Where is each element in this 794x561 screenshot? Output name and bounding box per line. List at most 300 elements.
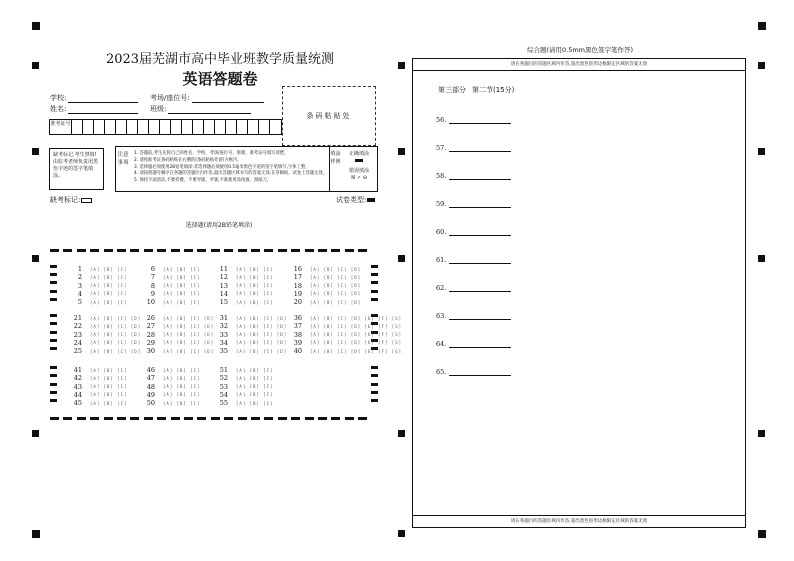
paper-type-mark[interactable] [367, 198, 375, 202]
answer-bubbles[interactable]: [A] [B] [C] [236, 266, 274, 272]
timing-mark [90, 417, 99, 420]
question-row[interactable] [290, 265, 361, 273]
position-mark [32, 255, 39, 262]
question-number: 25 [73, 347, 82, 356]
question-number: 36 [293, 314, 302, 322]
timing-mark [63, 417, 72, 420]
timing-mark [50, 298, 57, 301]
timing-mark [50, 281, 57, 284]
exam-id-grid[interactable] [49, 119, 282, 135]
question-number: 32 [219, 322, 228, 331]
absent-note: 缺考标记,考生禁填!由监考老师负责用黑色字迹的签字笔填涂。 [49, 148, 104, 190]
class-label: 班级: [150, 105, 167, 113]
timing-mark [50, 417, 59, 420]
question-row[interactable] [70, 322, 141, 330]
answer-line[interactable] [449, 146, 511, 152]
answer-bubbles[interactable]: [A] [B] [C] [163, 384, 201, 390]
timing-mark [77, 417, 86, 420]
timing-mark [90, 249, 99, 252]
answer-bubbles[interactable]: [A] [B] [C] [90, 274, 128, 280]
question-row[interactable] [290, 282, 361, 290]
exam-id-cell[interactable] [193, 120, 204, 134]
absent-mark [50, 195, 92, 205]
answer-line[interactable] [449, 314, 511, 320]
absent-checkbox[interactable] [81, 198, 92, 203]
answer-bubbles[interactable]: [A] [B] [C] [D] [236, 315, 288, 321]
exam-id-cell[interactable] [171, 120, 182, 134]
part-label: 第三部分 [438, 86, 466, 94]
answer-bubbles[interactable]: [A] [B] [C] [D] [163, 323, 215, 329]
answer-item[interactable] [436, 284, 511, 292]
timing-mark [278, 249, 287, 252]
answer-item[interactable] [436, 144, 511, 152]
timing-mark [50, 339, 57, 342]
question-number: 2 [77, 273, 82, 282]
answer-bubbles[interactable]: [A] [B] [C] [163, 266, 201, 272]
answer-number: 62. [436, 284, 447, 292]
question-number: 4 [77, 289, 82, 298]
answer-bubbles[interactable]: [A] [B] [C] [90, 291, 128, 297]
question-row[interactable] [143, 391, 201, 399]
exam-id-cell[interactable] [105, 120, 116, 134]
timing-mark [345, 417, 354, 420]
position-mark [758, 22, 766, 30]
filled-mark [355, 159, 363, 162]
question-row[interactable] [290, 331, 402, 339]
question-number: 54 [219, 390, 228, 399]
answer-bubbles[interactable]: [A] [B] [C] [D] [90, 340, 142, 346]
exam-id-cell[interactable] [138, 120, 149, 134]
timing-mark [50, 366, 57, 369]
exam-id-cell[interactable] [83, 120, 94, 134]
timing-mark [50, 399, 57, 402]
timing-mark [371, 383, 378, 386]
exam-id-cell[interactable] [149, 120, 160, 134]
question-row[interactable] [143, 290, 201, 298]
timing-mark [104, 249, 113, 252]
answer-line[interactable] [449, 342, 511, 348]
timing-mark [130, 249, 139, 252]
answer-line[interactable] [449, 174, 511, 180]
answer-bubbles[interactable]: [A] [B] [C] [D] [236, 340, 288, 346]
answer-item[interactable] [436, 116, 511, 124]
answer-bubbles[interactable]: [A] [B] [C] [90, 283, 128, 289]
exam-id-cell[interactable] [72, 120, 83, 134]
position-mark [398, 530, 405, 537]
question-row[interactable] [290, 298, 361, 306]
class-field[interactable] [150, 104, 251, 114]
question-number: 19 [293, 289, 302, 298]
answer-item[interactable] [436, 312, 511, 320]
timing-mark [238, 249, 247, 252]
question-row[interactable] [290, 339, 402, 347]
answer-bubbles[interactable]: [A] [B] [C] [236, 375, 274, 381]
answer-bubbles[interactable]: [A] [B] [C] [D] [90, 332, 142, 338]
timing-mark [371, 374, 378, 377]
answer-bubbles[interactable]: [A] [B] [C] [D] [236, 348, 288, 354]
position-mark [32, 530, 40, 538]
timing-mark [251, 417, 260, 420]
question-number: 27 [146, 322, 155, 331]
answer-item[interactable] [436, 172, 511, 180]
question-row[interactable] [290, 314, 402, 322]
question-number: 20 [293, 298, 302, 307]
exam-id-cell[interactable] [182, 120, 193, 134]
answer-bubbles[interactable]: [A] [B] [C] [163, 367, 201, 373]
timing-mark [50, 391, 57, 394]
question-row[interactable] [216, 298, 274, 306]
timing-mark [251, 249, 260, 252]
question-number: 31 [219, 314, 228, 322]
question-row[interactable] [143, 331, 214, 339]
answer-bubbles[interactable]: [A] [B] [C] [236, 367, 274, 373]
answer-bubbles[interactable]: [A] [B] [C] [D] [E] [F] [G] [310, 332, 403, 338]
answer-bubbles[interactable]: [A] [B] [C] [163, 283, 201, 289]
question-row[interactable] [290, 290, 361, 298]
answer-bubbles[interactable]: [A] [B] [C] [D] [310, 266, 362, 272]
question-row[interactable] [70, 331, 141, 339]
answer-line[interactable] [449, 202, 511, 208]
question-row[interactable] [216, 331, 287, 339]
timing-mark [157, 249, 166, 252]
mc-section-title: 选择题(请用2B铅笔填涂) [185, 222, 253, 229]
question-row[interactable] [143, 282, 201, 290]
answer-bubbles[interactable]: [A] [B] [C] [236, 283, 274, 289]
class-line[interactable] [168, 106, 251, 114]
exam-id-cell[interactable] [204, 120, 215, 134]
question-row[interactable] [216, 265, 274, 273]
answer-bubbles[interactable]: [A] [B] [C] [163, 392, 201, 398]
exam-id-cell[interactable] [248, 120, 259, 134]
timing-mark [358, 249, 367, 252]
question-row[interactable] [290, 347, 402, 355]
name-line[interactable] [68, 106, 138, 114]
position-mark [32, 22, 40, 30]
answer-line[interactable] [449, 230, 511, 236]
exam-id-cell[interactable] [270, 120, 281, 134]
timing-mark [371, 290, 378, 293]
instruction-item: 5. 保持卡面清洁,不要折叠、不要弄破、弄皱,不准使用涂改液、刮纸刀。 [134, 178, 272, 184]
question-row[interactable] [143, 314, 214, 322]
room-seat-label: 考场/座位号: [150, 94, 190, 102]
answer-bubbles[interactable]: [A] [B] [C] [D] [E] [F] [G] [310, 348, 403, 354]
timing-mark [77, 249, 86, 252]
exam-title: 2023届芜湖市高中毕业班教学质量统测 [105, 52, 335, 67]
question-number: 40 [293, 347, 302, 356]
answer-bubbles[interactable]: [A] [B] [C] [236, 384, 274, 390]
answer-bubbles[interactable]: [A] [B] [C] [236, 400, 274, 406]
exam-id-cell[interactable] [226, 120, 237, 134]
answer-item[interactable] [436, 340, 511, 348]
question-row[interactable] [216, 383, 274, 391]
question-row[interactable] [70, 290, 128, 298]
question-number: 17 [293, 273, 302, 282]
exam-id-cell[interactable] [160, 120, 171, 134]
question-row[interactable] [216, 347, 287, 355]
question-number: 5 [77, 298, 82, 307]
answer-number: 60. [436, 228, 447, 236]
position-mark [398, 148, 405, 155]
position-mark [32, 148, 39, 155]
timing-mark [224, 417, 233, 420]
question-number: 29 [146, 338, 155, 347]
answer-bubbles[interactable]: [A] [B] [C] [163, 375, 201, 381]
timing-mark [291, 417, 300, 420]
answer-line[interactable] [449, 118, 511, 124]
timing-mark [331, 417, 340, 420]
exam-id-cell[interactable] [237, 120, 248, 134]
wrong-fill-marks: ☒ ✓ ⊖ [350, 175, 368, 181]
answer-bubbles[interactable]: [A] [B] [C] [90, 299, 128, 305]
question-number: 53 [219, 382, 228, 391]
answer-bubbles[interactable]: [A] [B] [C] [D] [236, 332, 288, 338]
question-row[interactable] [143, 273, 201, 281]
school-field[interactable] [50, 93, 138, 103]
answer-line[interactable] [449, 286, 511, 292]
name-label: 姓名: [50, 105, 67, 113]
answer-bubbles[interactable]: [A] [B] [C] [D] [E] [F] [G] [310, 323, 403, 329]
question-number: 6 [150, 265, 155, 273]
question-row[interactable] [143, 339, 214, 347]
question-row[interactable] [143, 347, 214, 355]
position-mark [32, 430, 39, 437]
answer-bubbles[interactable]: [A] [B] [C] [D] [310, 283, 362, 289]
question-row[interactable] [70, 298, 128, 306]
timing-mark [130, 417, 139, 420]
timing-mark [184, 249, 193, 252]
question-row[interactable] [216, 339, 287, 347]
question-row[interactable] [70, 265, 128, 273]
timing-mark [197, 417, 206, 420]
question-row[interactable] [70, 374, 128, 382]
timing-mark [371, 298, 378, 301]
timing-mark [224, 249, 233, 252]
timing-mark [63, 249, 72, 252]
question-row[interactable] [70, 366, 128, 374]
question-row[interactable] [143, 383, 201, 391]
answer-bubbles[interactable]: [A] [B] [C] [90, 375, 128, 381]
answer-number: 59. [436, 200, 447, 208]
question-row[interactable] [216, 273, 274, 281]
question-number: 10 [146, 298, 155, 307]
question-row[interactable] [216, 399, 274, 407]
position-mark [758, 148, 765, 155]
answer-bubbles[interactable]: [A] [B] [C] [236, 274, 274, 280]
paper-type-label: 试卷类型: [336, 196, 367, 204]
position-mark [398, 255, 405, 262]
timing-mark [171, 249, 180, 252]
question-number: 22 [73, 322, 82, 331]
question-row[interactable] [70, 383, 128, 391]
answer-bubbles[interactable]: [A] [B] [C] [163, 291, 201, 297]
timing-mark [345, 249, 354, 252]
position-mark [758, 62, 765, 69]
question-number: 52 [219, 374, 228, 383]
answer-item[interactable] [436, 368, 511, 376]
answer-number: 64. [436, 340, 447, 348]
question-row[interactable] [70, 391, 128, 399]
boundary-note-top: 请在各题目的答题区域内作答,超出黑色矩形边框限定区域的答案无效 [413, 59, 745, 71]
answer-bubbles[interactable]: [A] [B] [C] [D] [90, 315, 142, 321]
question-number: 37 [293, 322, 302, 331]
answer-bubbles[interactable]: [A] [B] [C] [D] [310, 291, 362, 297]
answer-bubbles[interactable]: [A] [B] [C] [90, 400, 128, 406]
question-row[interactable] [70, 399, 128, 407]
timing-mark [264, 249, 273, 252]
room-seat-field[interactable] [150, 93, 264, 103]
question-number: 55 [219, 399, 228, 408]
answer-bubbles[interactable]: [A] [B] [C] [D] [163, 348, 215, 354]
answer-item[interactable] [436, 256, 511, 264]
exam-id-cell[interactable] [127, 120, 138, 134]
timing-mark [371, 399, 378, 402]
answer-bubbles[interactable]: [A] [B] [C] [163, 299, 201, 305]
question-row[interactable] [143, 399, 201, 407]
answer-bubbles[interactable]: [A] [B] [C] [90, 266, 128, 272]
exam-id-cell[interactable] [116, 120, 127, 134]
part-title [438, 85, 520, 95]
question-number: 7 [150, 273, 155, 282]
timing-mark [50, 374, 57, 377]
school-line[interactable] [68, 95, 138, 103]
answer-bubbles[interactable]: [A] [B] [C] [D] [163, 332, 215, 338]
timing-mark [371, 366, 378, 369]
question-number: 8 [150, 281, 155, 290]
answer-bubbles[interactable]: [A] [B] [C] [D] [310, 274, 362, 280]
timing-mark [318, 417, 327, 420]
position-mark [758, 255, 765, 262]
answer-bubbles[interactable]: [A] [B] [C] [90, 384, 128, 390]
question-row[interactable] [216, 391, 274, 399]
answer-number: 65. [436, 368, 447, 376]
exam-id-cell[interactable] [94, 120, 105, 134]
timing-mark [184, 417, 193, 420]
room-seat-line[interactable] [192, 95, 264, 103]
answer-bubbles[interactable]: [A] [B] [C] [D] [236, 323, 288, 329]
question-number: 18 [293, 281, 302, 290]
question-number: 11 [219, 265, 228, 273]
question-number: 33 [219, 330, 228, 339]
timing-mark [50, 331, 57, 334]
question-number: 51 [219, 366, 228, 374]
answer-bubbles[interactable]: [A] [B] [C] [D] [E] [F] [G] [310, 340, 403, 346]
question-row[interactable] [143, 322, 214, 330]
answer-bubbles[interactable]: [A] [B] [C] [163, 400, 201, 406]
question-row[interactable] [216, 314, 287, 322]
answer-bubbles[interactable]: [A] [B] [C] [D] [90, 348, 142, 354]
question-row[interactable] [290, 273, 361, 281]
question-row[interactable] [143, 265, 201, 273]
question-row[interactable] [216, 322, 287, 330]
answer-number: 61. [436, 256, 447, 264]
answer-item[interactable] [436, 200, 511, 208]
answer-number: 58. [436, 172, 447, 180]
question-row[interactable] [143, 374, 201, 382]
timing-mark [50, 265, 57, 268]
timing-mark [371, 281, 378, 284]
question-number: 42 [73, 374, 82, 383]
answer-bubbles[interactable]: [A] [B] [C] [163, 274, 201, 280]
answer-bubbles[interactable]: [A] [B] [C] [D] [163, 340, 215, 346]
exam-id-cell[interactable] [215, 120, 226, 134]
question-row[interactable] [143, 298, 201, 306]
question-number: 48 [146, 382, 155, 391]
question-number: 47 [146, 374, 155, 383]
answer-line[interactable] [449, 258, 511, 264]
timing-mark [50, 273, 57, 276]
exam-id-cell[interactable] [259, 120, 270, 134]
answer-bubbles[interactable]: [A] [B] [C] [D] [E] [F] [G] [310, 315, 403, 321]
answer-bubbles[interactable]: [A] [B] [C] [90, 392, 128, 398]
instructions-head: 注意事项 [117, 152, 129, 166]
answer-number: 63. [436, 312, 447, 320]
question-number: 46 [146, 366, 155, 374]
question-row[interactable] [70, 347, 141, 355]
answer-item[interactable] [436, 228, 511, 236]
right-heading: 综合题(请用0.5mm黑色签字笔作答) [526, 46, 634, 54]
answer-bubbles[interactable]: [A] [B] [C] [236, 291, 274, 297]
answer-bubbles[interactable]: [A] [B] [C] [236, 299, 274, 305]
fill-example [341, 147, 377, 191]
timing-mark [50, 290, 57, 293]
question-number: 16 [293, 265, 302, 273]
timing-mark [305, 249, 314, 252]
answer-bubbles[interactable]: [A] [B] [C] [90, 367, 128, 373]
question-number: 14 [219, 289, 228, 298]
question-number: 26 [146, 314, 155, 322]
question-number: 12 [219, 273, 228, 282]
question-row[interactable] [216, 282, 274, 290]
answer-bubbles[interactable]: [A] [B] [C] [D] [163, 315, 215, 321]
name-field[interactable] [50, 104, 138, 114]
barcode-label: 条码粘贴处 [306, 112, 352, 120]
answer-number: 56. [436, 116, 447, 124]
instruction-item: 4. 请按照题号顺序在各题的答题区内作答,超出答题区域书写的答案无效,在草稿纸、试卷上答题无效。 [134, 171, 327, 177]
question-row[interactable] [70, 282, 128, 290]
instruction-item: 1. 答题前,考生先将自己的姓名、学校、考场/座位号、班级、准考证号填写清楚。 [134, 151, 289, 156]
timing-mark [157, 417, 166, 420]
timing-mark [197, 249, 206, 252]
instructions-list [130, 147, 329, 191]
timing-mark [238, 417, 247, 420]
answer-bubbles[interactable]: [A] [B] [C] [D] [90, 323, 142, 329]
answer-panel [412, 58, 746, 528]
answer-bubbles[interactable]: [A] [B] [C] [236, 392, 274, 398]
question-row[interactable] [216, 290, 274, 298]
answer-line[interactable] [449, 370, 511, 376]
question-row[interactable] [290, 322, 402, 330]
timing-mark [371, 265, 378, 268]
question-row[interactable] [70, 314, 141, 322]
question-row[interactable] [70, 273, 128, 281]
answer-number: 57. [436, 144, 447, 152]
question-row[interactable] [216, 374, 274, 382]
timing-mark [171, 417, 180, 420]
sheet-title: 英语答题卷 [182, 70, 258, 88]
question-number: 44 [73, 390, 82, 399]
timing-mark [50, 347, 57, 350]
question-row[interactable] [70, 339, 141, 347]
wrong-fill-label: 错误填涂 [348, 168, 369, 174]
timing-mark [211, 249, 220, 252]
question-number: 15 [219, 298, 228, 307]
question-number: 24 [73, 338, 82, 347]
question-number: 13 [219, 281, 228, 290]
answer-bubbles[interactable]: [A] [B] [C] [D] [310, 299, 362, 305]
timing-mark [117, 417, 126, 420]
question-row[interactable] [143, 366, 201, 374]
question-row[interactable] [216, 366, 274, 374]
